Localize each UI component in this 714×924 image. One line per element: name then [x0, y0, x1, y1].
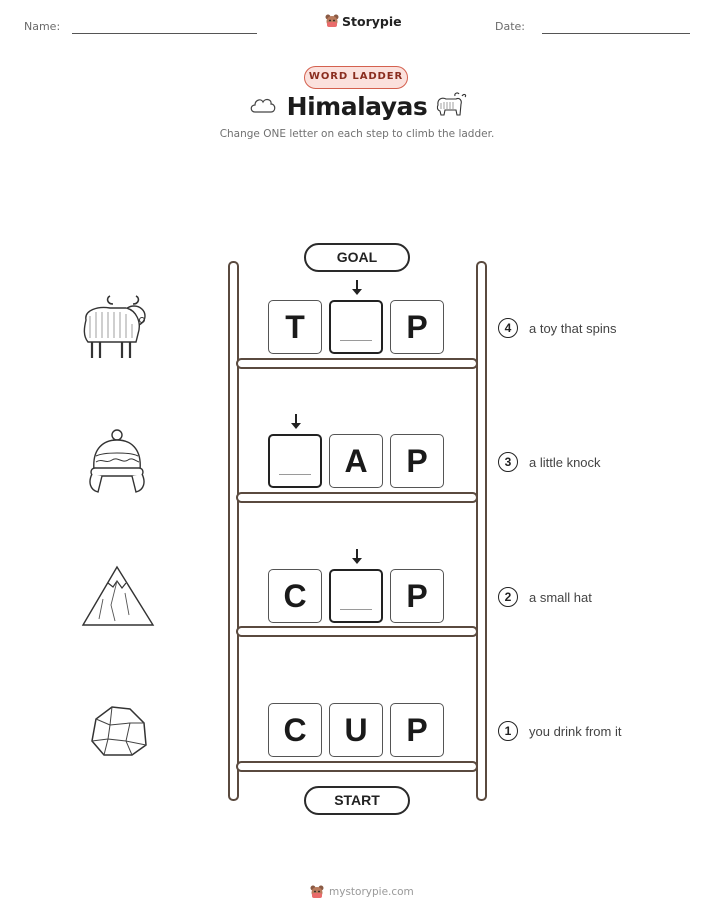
clue-text: a little knock — [529, 455, 601, 470]
clue-text: you drink from it — [529, 724, 622, 739]
letter-box: U — [329, 703, 383, 757]
footer-url[interactable]: mystorypie.com — [329, 886, 414, 898]
date-field[interactable] — [542, 33, 690, 34]
blank-letter-box[interactable] — [329, 569, 383, 623]
letter-box: P — [390, 300, 444, 354]
clue-text: a small hat — [529, 590, 592, 605]
down-arrow-icon — [350, 279, 364, 297]
name-field[interactable] — [72, 33, 257, 34]
letter-box: T — [268, 300, 322, 354]
ladder-left-rail — [228, 261, 239, 801]
start-label: START — [304, 786, 410, 815]
bear-mascot-icon — [309, 884, 325, 900]
yak-small-icon — [432, 91, 468, 123]
ladder-rung — [236, 626, 478, 637]
brand-name: Storypie — [342, 13, 402, 29]
footer — [309, 884, 414, 900]
worksheet-title: Himalayas — [286, 92, 428, 121]
step-number: 2 — [498, 587, 518, 607]
letter-box: P — [390, 434, 444, 488]
name-label: Name: — [24, 20, 61, 33]
winter-hat-icon — [84, 428, 150, 496]
ladder-right-rail — [476, 261, 487, 801]
blank-letter-box[interactable] — [329, 300, 383, 354]
letter-box: C — [268, 569, 322, 623]
step-number: 4 — [498, 318, 518, 338]
ladder-rung — [236, 492, 478, 503]
ladder-rung — [236, 358, 478, 369]
clue-text: a toy that spins — [529, 321, 617, 336]
brand-logo — [324, 13, 402, 29]
yak-icon — [80, 290, 156, 364]
goal-label: GOAL — [304, 243, 410, 272]
mountain-icon — [81, 563, 155, 629]
date-label: Date: — [495, 20, 525, 33]
down-arrow-icon — [289, 413, 303, 431]
letter-box: A — [329, 434, 383, 488]
blank-letter-box[interactable] — [268, 434, 322, 488]
instructions: Change ONE letter on each step to climb the ladder. — [219, 128, 495, 140]
step-number: 3 — [498, 452, 518, 472]
step-number: 1 — [498, 721, 518, 741]
down-arrow-icon — [350, 548, 364, 566]
writing-line — [340, 609, 372, 610]
bear-mascot-icon — [324, 13, 340, 29]
word-ladder-badge: WORD LADDER — [304, 66, 408, 89]
letter-box: C — [268, 703, 322, 757]
letter-box: P — [390, 569, 444, 623]
letter-box: P — [390, 703, 444, 757]
writing-line — [340, 340, 372, 341]
rock-icon — [86, 701, 150, 759]
writing-line — [279, 474, 311, 475]
ladder-rung — [236, 761, 478, 772]
